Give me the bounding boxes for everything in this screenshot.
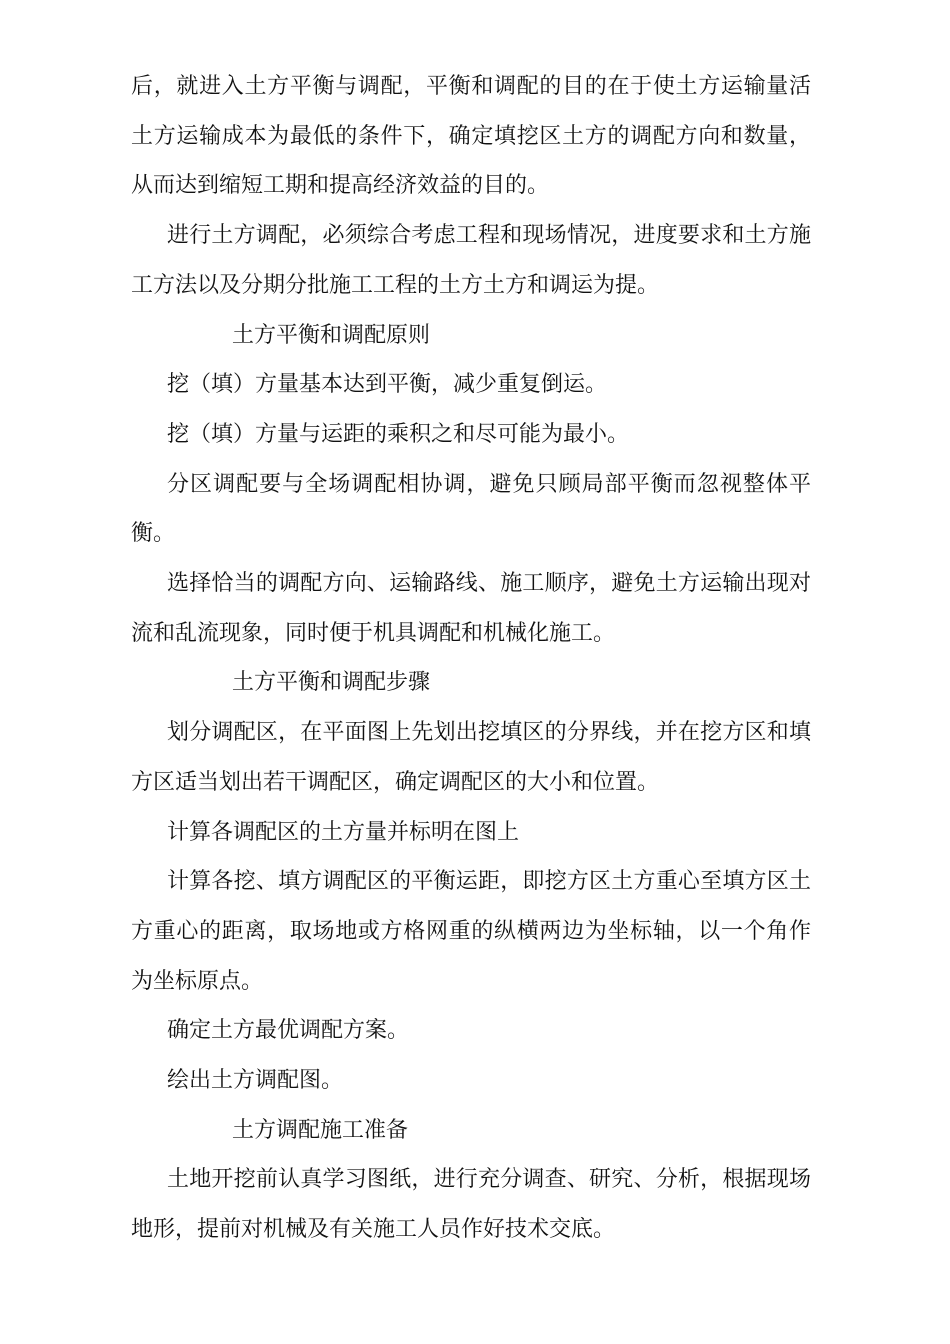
step-item-optimal-plan: 确定土方最优调配方案。 — [167, 1018, 410, 1044]
section-heading-steps: 土方平衡和调配步骤 — [232, 670, 431, 696]
section-heading-principles: 土方平衡和调配原则 — [232, 322, 431, 348]
principle-item-direction: 选择恰当的调配方向、运输路线、施工顺序，避免土方运输出现对流和乱流现象，同时便于机具调配和机械化施工。 — [131, 571, 811, 646]
principle-item-min-distance: 挖（填）方量与运距的乘积之和尽可能为最小。 — [167, 421, 630, 447]
document-body — [131, 62, 811, 1255]
principle-item-zoning: 分区调配要与全场调配相协调，避免只顾局部平衡而忽视整体平衡。 — [131, 471, 811, 547]
step-item-calc-distance: 计算各挖、填方调配区的平衡运距，即挖方区土方重心至填方区土方重心的距离，取场地或方格网重的纵横两边为坐标轴，以一个角作为坐标原点。 — [131, 869, 811, 994]
step-item-calc-volume: 计算各调配区的土方量并标明在图上 — [167, 819, 520, 845]
paragraph-continuation: 后，就进入土方平衡与调配，平衡和调配的目的在于使土方运输量活土方运输成本为最低的条件下，确定填挖区土方的调配方向和数量，从而达到缩短工期和提高经济效益的目的。 — [131, 74, 811, 199]
paragraph-earthwork-allocation: 进行土方调配，必须综合考虑工程和现场情况，进度要求和土方施工方法以及分期分批施工工程的土方土方和调运为提。 — [131, 223, 811, 298]
step-item-divide-zones: 划分调配区，在平面图上先划出挖填区的分界线，并在挖方区和填方区适当划出若干调配区，确定调配区的大小和位置。 — [131, 720, 811, 795]
preparation-paragraph: 土地开挖前认真学习图纸，进行充分调查、研究、分析，根据现场地形，提前对机械及有关施工人员作好技术交底。 — [131, 1167, 811, 1243]
section-heading-preparation: 土方调配施工准备 — [232, 1117, 409, 1143]
principle-item-balance: 挖（填）方量基本达到平衡，减少重复倒运。 — [167, 372, 608, 398]
step-item-draw-map: 绘出土方调配图。 — [167, 1068, 344, 1094]
